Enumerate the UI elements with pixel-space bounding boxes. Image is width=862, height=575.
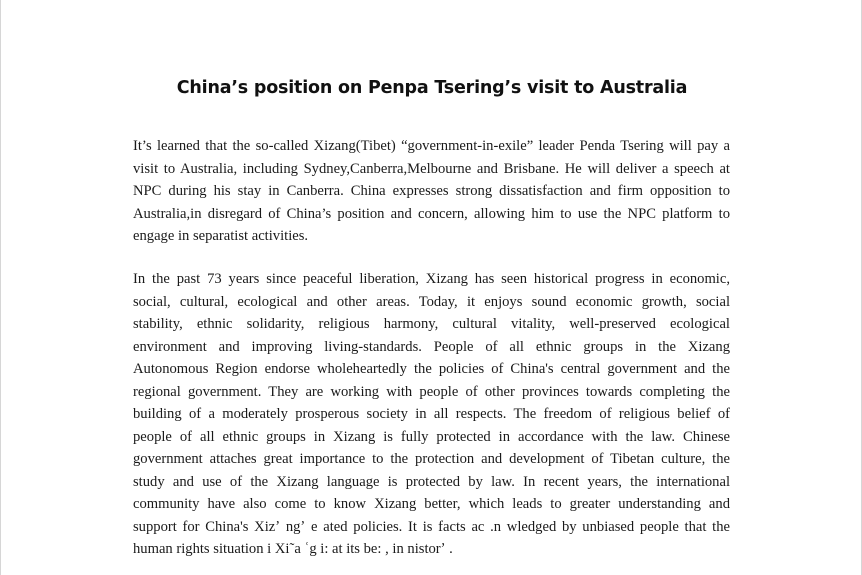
paragraph-line: In the past 73 years since peaceful liberation, Xizang has seen historical progress in economic,	[133, 271, 730, 287]
paragraph-line: building of a moderately prosperous society in all respects. The freedom of religious belief of	[133, 406, 730, 422]
paragraph-line: study and use of the Xizang language is protected by law. In recent years, the international	[133, 473, 730, 490]
paragraph-line: environment and improving living-standards. People of all ethnic groups in the Xizang	[133, 338, 730, 355]
paragraph-2	[133, 268, 730, 561]
paragraph-line: It’s learned that the so-called Xizang(Tibet) “government-in-exile” leader Penda Tsering will pay a	[133, 138, 730, 154]
paragraph-line: community have also come to know Xizang better, which leads to greater understanding and	[133, 496, 730, 512]
paragraph-line: visit to Australia, including Sydney,Canberra,Melbourne and Brisbane. He will deliver a speech at	[133, 160, 730, 177]
paragraph-line: social, cultural, ecological and other areas. Today, it enjoys sound economic growth, social	[133, 293, 730, 310]
paragraph-line: government attaches great importance to the protection and development of Tibetan culture, the	[133, 451, 730, 467]
paragraph-1	[133, 135, 730, 248]
paragraph-line: support for China's Xizʼ ngʼ e ated policies. It is facts ac .n wledged by unbiased people that the	[133, 518, 730, 535]
paragraph-line: people of all ethnic groups in Xizang is fully protected in accordance with the law. Chinese	[133, 428, 730, 445]
paragraph-line: engage in separatist activities.	[133, 228, 309, 244]
document-title: China’s position on Penpa Tsering’s visit to Australia	[176, 78, 688, 98]
paragraph-line: human rights situation i Xi˜a ʿg i: at its be: , in nistorʼ .	[133, 541, 453, 557]
paragraph-line: NPC during his stay in Canberra. China expresses strong dissatisfaction and firm opposition to	[133, 183, 730, 199]
paragraph-line: regional government. They are working with people of other provinces towards completing the	[133, 383, 730, 400]
paragraph-line: stability, ethnic solidarity, religious harmony, cultural vitality, well-preserved ecological	[133, 316, 730, 332]
paragraph-line: Australia,in disregard of China’s position and concern, allowing him to use the NPC platform to	[133, 205, 730, 222]
paragraph-line: Autonomous Region endorse wholeheartedly the policies of China's central government and the	[133, 361, 730, 377]
